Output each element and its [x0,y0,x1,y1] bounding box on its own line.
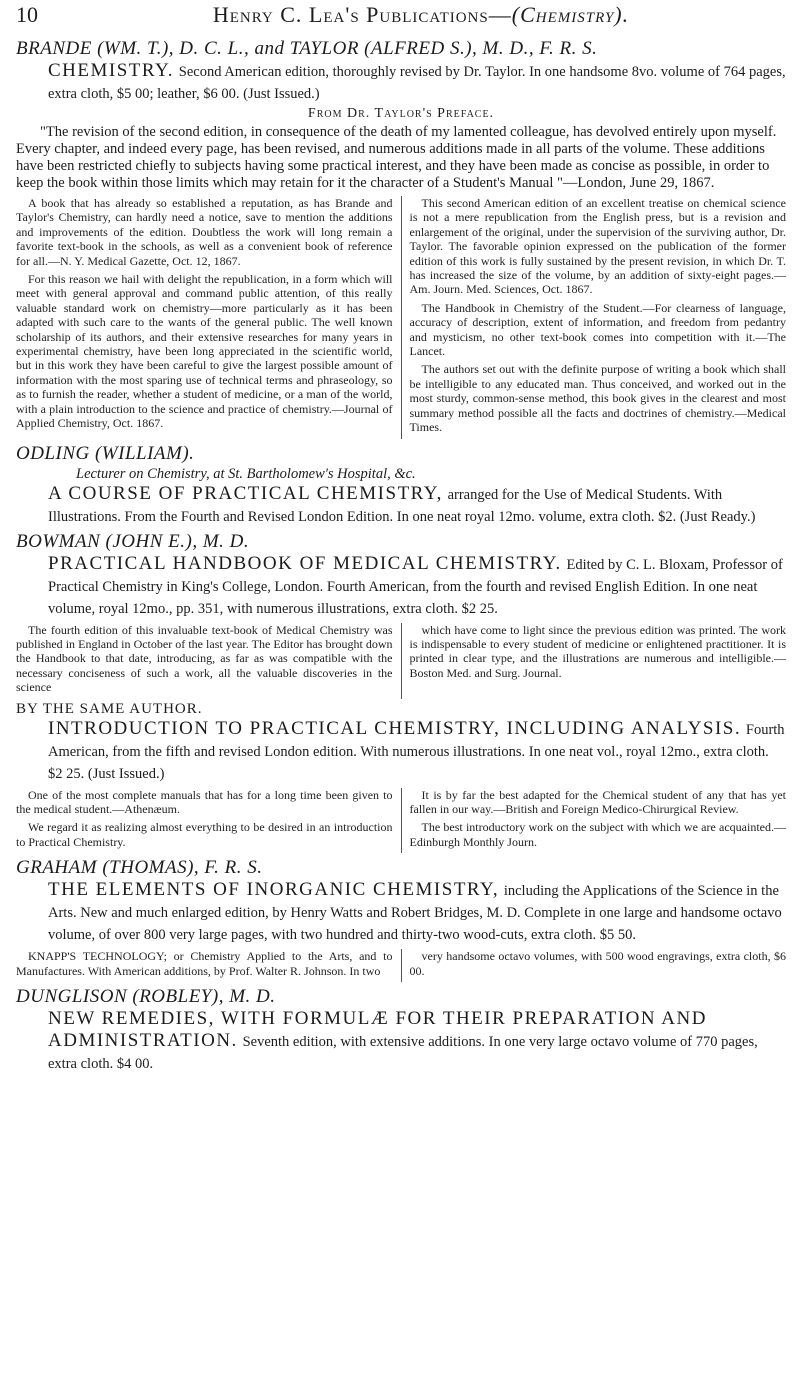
review: which have come to light since the previous edition was printed. The work is indispensable to every student of medicine or enlightened practitioner. It is printed in clear type, and the illustrations are numerous and intelligible.—Boston Med. and Surg. Journal. [409,622,786,680]
book-line [48,483,786,527]
review: The authors set out with the definite purpose of writing a book which shall be intelligible to any educated man. Thus conceived, and worked out in the most sturdy, common-sense method, this book gives in the clearest and most summary method possible all the facts and doctrines of chemistry.—Medical Times. [409,362,786,435]
review: The fourth edition of this invaluable text-book of Medical Chemistry was published in England in October of the last year. The Editor has brought down the Handbook to that date, introducing, as far as was compatible with the necessary conciseness of such a work, all the valuable discoveries in the science [16,622,393,695]
reviews [16,949,786,982]
reviews-left [16,623,402,699]
preface-heading: From Dr. Taylor's Preface. [307,106,495,121]
book-title: A COURSE OF PRACTICAL CHEMISTRY, [48,482,443,504]
book-description: Seventh edition, with extensive additions. In one very large octavo volume of 770 pages, extra cloth. $4 00. [48,1033,758,1072]
book-description: arranged for the Use of Medical Students. With Illustrations. From the Fourth and Revised London Edition. In one neat royal 12mo. volume, extra cloth. $2. (Just Ready.) [48,486,756,525]
review: A book that has already so established a reputation, as has Brande and Taylor's Chemistry, can hardly need a notice, save to mention the additions and improvements of the edition. Doubtless the work will long remain a favorite text-book in the schools, as well as a convenient book of reference for all.—N. Y. Medical Gazette, Oct. 12, 1867. [16,196,393,268]
review: It is by far the best adapted for the Chemical student of any that has yet fallen in our way.—British and Foreign Medico-Chirurgical Review. [409,787,786,816]
reviews-left [16,196,402,439]
by-same-author: BY THE SAME AUTHOR. [16,700,203,717]
review: For this reason we hail with delight the republication, in a form which will meet with general approval and command public attention, of this really valuable standard work on chemistry—more particularly as it has been adapted with such care to the wants of the general public. The well known scholarship of its authors, and their extensive researches for many years in experimental chemistry, have been long appreciated in the scientific world, but in this work they have been careful to give the largest possible amount of information with the most sparing use of technical terms and phraseology, so as to furnish the reader, whether a student of medicine, or a man of the world, with a plain introduction to the science and practice of chemistry.—Journal of Applied Chemistry, Oct. 1867. [16,272,393,431]
reviews-right [410,196,787,439]
book-description: Second American edition, thoroughly revised by Dr. Taylor. In one handsome 8vo. volume of 764 pages, extra cloth, $5 00; leather, $6 00. (Just Issued.) [48,64,786,102]
running-title: Henry C. Lea's Publications—(Chemistry). [212,2,630,27]
book-description: Edited by C. L. Bloxam, Professor of Practical Chemistry in King's College, London. Fourth American, from the fourth and revised English Edition. In one neat volume, royal 12mo., pp. 351, with numerous illustrations, extra cloth. $2 25. [48,556,783,617]
review: One of the most complete manuals that has for a long time been given to the medical student.—Athenæum. [16,787,393,816]
author-heading: ODLING (WILLIAM). [16,442,195,464]
preface-quote: "The revision of the second edition, in consequence of the death of my lamented colleague, has devolved entirely upon myself. Every chapter, and indeed every page, has been revised, and numerous additions made in all parts of the volume. These additions have been restricted chiefly to subjects having some practical interest, and they have been made as concise as possible, in order to keep the book within those limits which may retain for it the character of a Student's Manual "—London, June 29, 1867. [16,124,777,191]
reviews-left [16,788,402,854]
author-heading: GRAHAM (THOMAS), F. R. S. [16,857,263,879]
reviews-right [410,788,787,854]
entry-odling [16,443,786,527]
book-description: Fourth American, from the fifth and revised London edition. With numerous illustrations. In one neat vol., royal 12mo., extra cloth. $2 25. (Just Issued.) [48,721,785,782]
book-title: THE ELEMENTS OF INORGANIC CHEMISTRY, [48,879,500,901]
book-title: CHEMISTRY. [48,60,175,81]
book-line [48,879,786,945]
entry-dunglison [16,986,786,1074]
book-line [48,1008,786,1074]
reviews [16,788,786,854]
review: We regard it as realizing almost everything to be desired in an introduction to Practical Chemistry. [16,820,393,849]
publisher-title: Henry C. Lea's Publications [212,2,489,27]
review: The Handbook in Chemistry of the Student.—For clearness of language, accuracy of description, extent of information, and freedom from pedantry and mysticism, no other text-book comes into competition with it.—The Lancet. [409,300,786,359]
book-line [48,718,786,784]
entry-graham [16,857,786,982]
book-title: PRACTICAL HANDBOOK OF MEDICAL CHEMISTRY. [48,552,562,574]
subject: (Chemistry). [511,2,630,27]
reviews [16,623,786,699]
reviews-left [16,949,402,982]
review: This second American edition of an excellent treatise on chemical science is not a mere republication from the English press, but is a revision and enlargement of the original, under the supervision of the surviving author, Dr. Taylor. The favorable opinion expressed on the publication of the former edition of this work is fully sustained by the present revision, in which Dr. T. has increased the size of the volume, by an addition of sixty-eight pages.—Am. Journ. Med. Sciences, Oct. 1867. [409,196,786,297]
author-heading: BRANDE (WM. T.), D. C. L., and TAYLOR (ALFRED S.), M. D., F. R. S. [16,38,598,59]
running-head [16,2,786,38]
author-affiliation: Lecturer on Chemistry, at St. Bartholomew's Hospital, &c. [76,465,416,482]
author-heading: DUNGLISON (ROBLEY), M. D. [16,985,276,1007]
entry-brande-taylor [16,38,786,439]
book-description: including the Applications of the Science in the Arts. New and much enlarged edition, by Henry Watts and Robert Bridges, M. D. Complete in one large and handsome octavo volume, of over 800 very large pages, with two hundred and thirty-two wood-cuts, extra cloth. $5 50. [48,883,782,944]
related-book: KNAPP'S TECHNOLOGY; or Chemistry Applied to the Arts, and to Manufactures. With American additions, by Prof. Walter R. Johnson. In two [16,949,393,978]
entry-bowman [16,531,786,854]
book-line [48,60,786,104]
reviews-right [410,949,787,982]
book-title: INTRODUCTION TO PRACTICAL CHEMISTRY, INCLUDING ANALYSIS. [48,717,742,739]
author-heading: BOWMAN (JOHN E.), M. D. [16,530,250,552]
page-number: 10 [16,2,38,27]
reviews [16,196,786,439]
book-line [48,553,786,619]
related-book: very handsome octavo volumes, with 500 wood engravings, extra cloth, $6 00. [409,949,786,978]
review: The best introductory work on the subject with which we are acquainted.—Edinburgh Monthly Journ. [409,820,786,849]
book-title: NEW REMEDIES, WITH FORMULÆ FOR THEIR PREPARATION AND ADMINISTRATION. [48,1007,707,1051]
reviews-right [410,623,787,699]
